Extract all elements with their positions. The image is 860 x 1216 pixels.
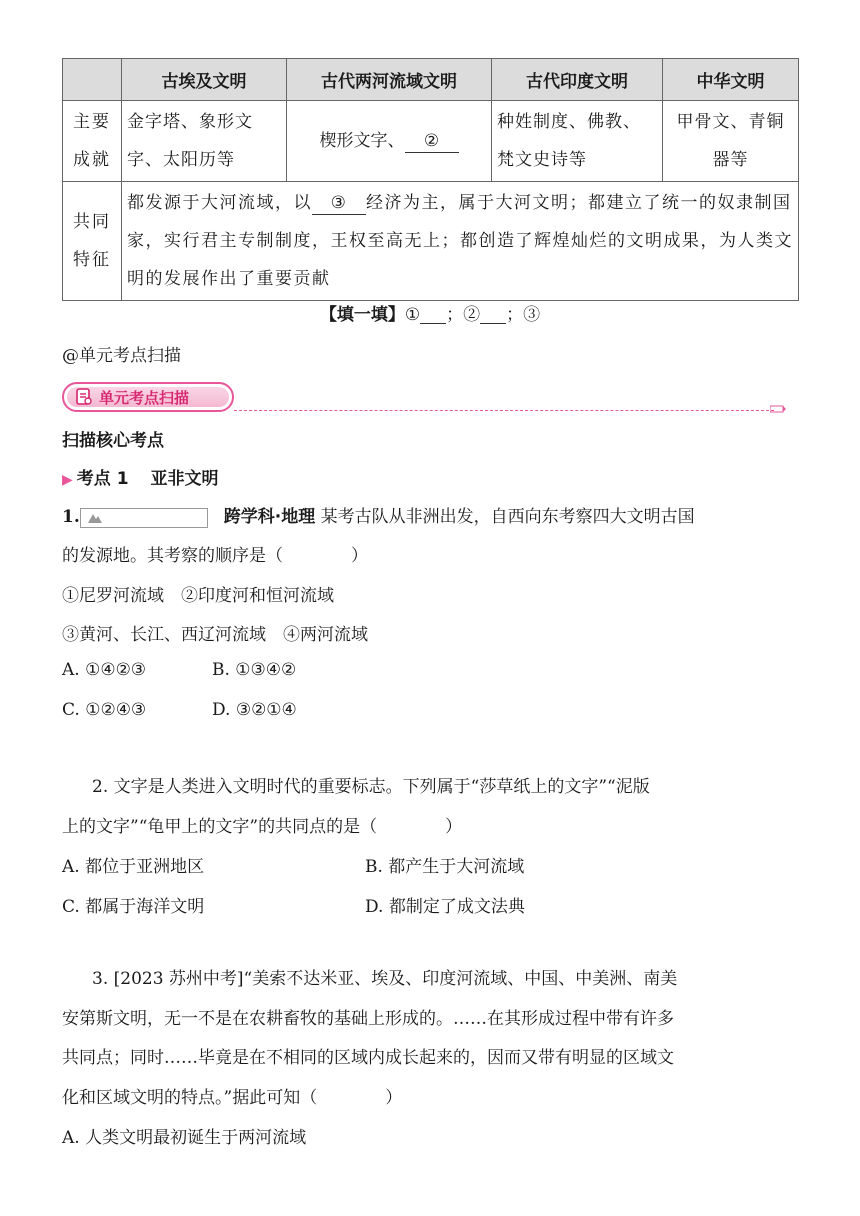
table-row-achievements (63, 101, 799, 182)
table-header-india: 古代印度文明 (492, 59, 663, 101)
cell-mesopotamia-achievements (287, 101, 492, 182)
fill-in-b1: ① (404, 305, 421, 325)
kaodian-heading (62, 464, 219, 489)
banner-pill (62, 382, 234, 412)
civilization-comparison-table (62, 58, 799, 301)
q1-option-a[interactable]: A. ①④②③ (62, 660, 147, 680)
blank-3: ③ (312, 192, 366, 215)
fill-in-b2: ② (463, 305, 481, 325)
q2-option-b[interactable]: B. 都产生于大河流域 (365, 857, 525, 877)
section-title: 扫描核心考点 (62, 431, 164, 451)
table-row-common-features (63, 182, 799, 301)
cell-common-features (122, 182, 799, 301)
q3-line2: 安第斯文明，无一不是在农耕畜牧的基础上形成的。……在其形成过程中带有许多 (62, 1009, 674, 1029)
fill-blank-2[interactable] (480, 307, 506, 324)
q3-line3: 共同点；同时……毕竟是在不相同的区域内成长起来的，因而又带有明显的区域文 (62, 1048, 674, 1068)
q2-option-a[interactable]: A. 都位于亚洲地区 (62, 857, 205, 877)
document-icon (75, 388, 93, 406)
q1-line1 (62, 502, 695, 528)
banner-pill-inner (67, 387, 229, 407)
row-label-achievements: 主要成就 (63, 101, 122, 182)
mountain-icon (87, 510, 103, 524)
fill-sep-2: ； (506, 305, 524, 325)
q2-line1: 2. 文字是人类进入文明时代的重要标志。下列属于“莎草纸上的文字”“泥版 (92, 777, 650, 797)
banner-title: 单元考点扫描 (99, 388, 190, 407)
fill-sep-1: ； (446, 305, 464, 325)
q3-line1: 3. [2023 苏州中考]“美索不达米亚、埃及、印度河流域、中国、中美洲、南美 (92, 969, 678, 989)
features-text-before: 都发源于大河流域，以 (127, 193, 312, 213)
q1-items-2: ③黄河、长江、西辽河流域 ④两河流域 (62, 625, 368, 645)
q1-badge (80, 508, 208, 528)
q1-option-c[interactable]: C. ①②④③ (62, 700, 147, 720)
cell-india-achievements: 种姓制度、佛教、梵文史诗等 (492, 101, 663, 182)
q2-line2: 上的文字”“龟甲上的文字”的共同点的是（ ） (62, 817, 463, 837)
blank-2: ② (405, 130, 459, 153)
kaodian-label: 考点 1 (76, 469, 129, 489)
q3-line4: 化和区域文明的特点。”据此可知（ ） (62, 1088, 403, 1108)
table-header-china: 中华文明 (663, 59, 799, 101)
mesopotamia-text: 楔形文字、 (319, 131, 405, 151)
fill-blank-1[interactable] (420, 307, 446, 324)
fill-in-label: 【填一填】 (319, 305, 405, 325)
q1-stem-2: 的发源地。其考察的顺序是（ ） (62, 546, 368, 566)
q1-option-d[interactable]: D. ③②①④ (212, 700, 297, 720)
table-header-corner (63, 59, 122, 101)
q1-option-b[interactable]: B. ①③④② (212, 660, 297, 680)
pen-icon (770, 404, 786, 414)
q1-number: 1. (62, 507, 80, 527)
q2-option-c[interactable]: C. 都属于海洋文明 (62, 897, 205, 917)
q1-tag: 跨学科·地理 (223, 507, 316, 527)
row-label-common-features: 共同特征 (63, 182, 122, 301)
features-text-after: 经济为主，属于大河文明；都建立了统一的奴隶制国家，实行君主专制制度，王权至高无上；都创造了辉煌灿烂的文明成果，为人类文明的发展作出了重要贡献 (127, 193, 793, 289)
table-header-egypt: 古埃及文明 (122, 59, 287, 101)
kaodian-title: 亚非文明 (150, 469, 219, 489)
table-header-row (63, 59, 799, 101)
q1-stem-1: 某考古队从非洲出发，自西向东考察四大文明古国 (320, 507, 695, 527)
section-banner (62, 380, 784, 416)
fill-in-b3: ③ (523, 305, 541, 325)
table-header-mesopotamia: 古代两河流域文明 (287, 59, 492, 101)
cell-china-achievements: 甲骨文、青铜器等 (663, 101, 799, 182)
triangle-marker-icon: ▶ (62, 472, 73, 488)
q2-option-d[interactable]: D. 都制定了成文法典 (365, 897, 525, 917)
unit-scan-line: @单元考点扫描 (62, 346, 181, 366)
cell-egypt-achievements: 金字塔、象形文字、太阳历等 (122, 101, 287, 182)
banner-divider (234, 410, 774, 411)
fill-in-line (0, 300, 860, 325)
q1-items-1: ①尼罗河流域 ②印度河和恒河流域 (62, 586, 334, 606)
q3-option-a[interactable]: A. 人类文明最初诞生于两河流域 (62, 1128, 307, 1148)
